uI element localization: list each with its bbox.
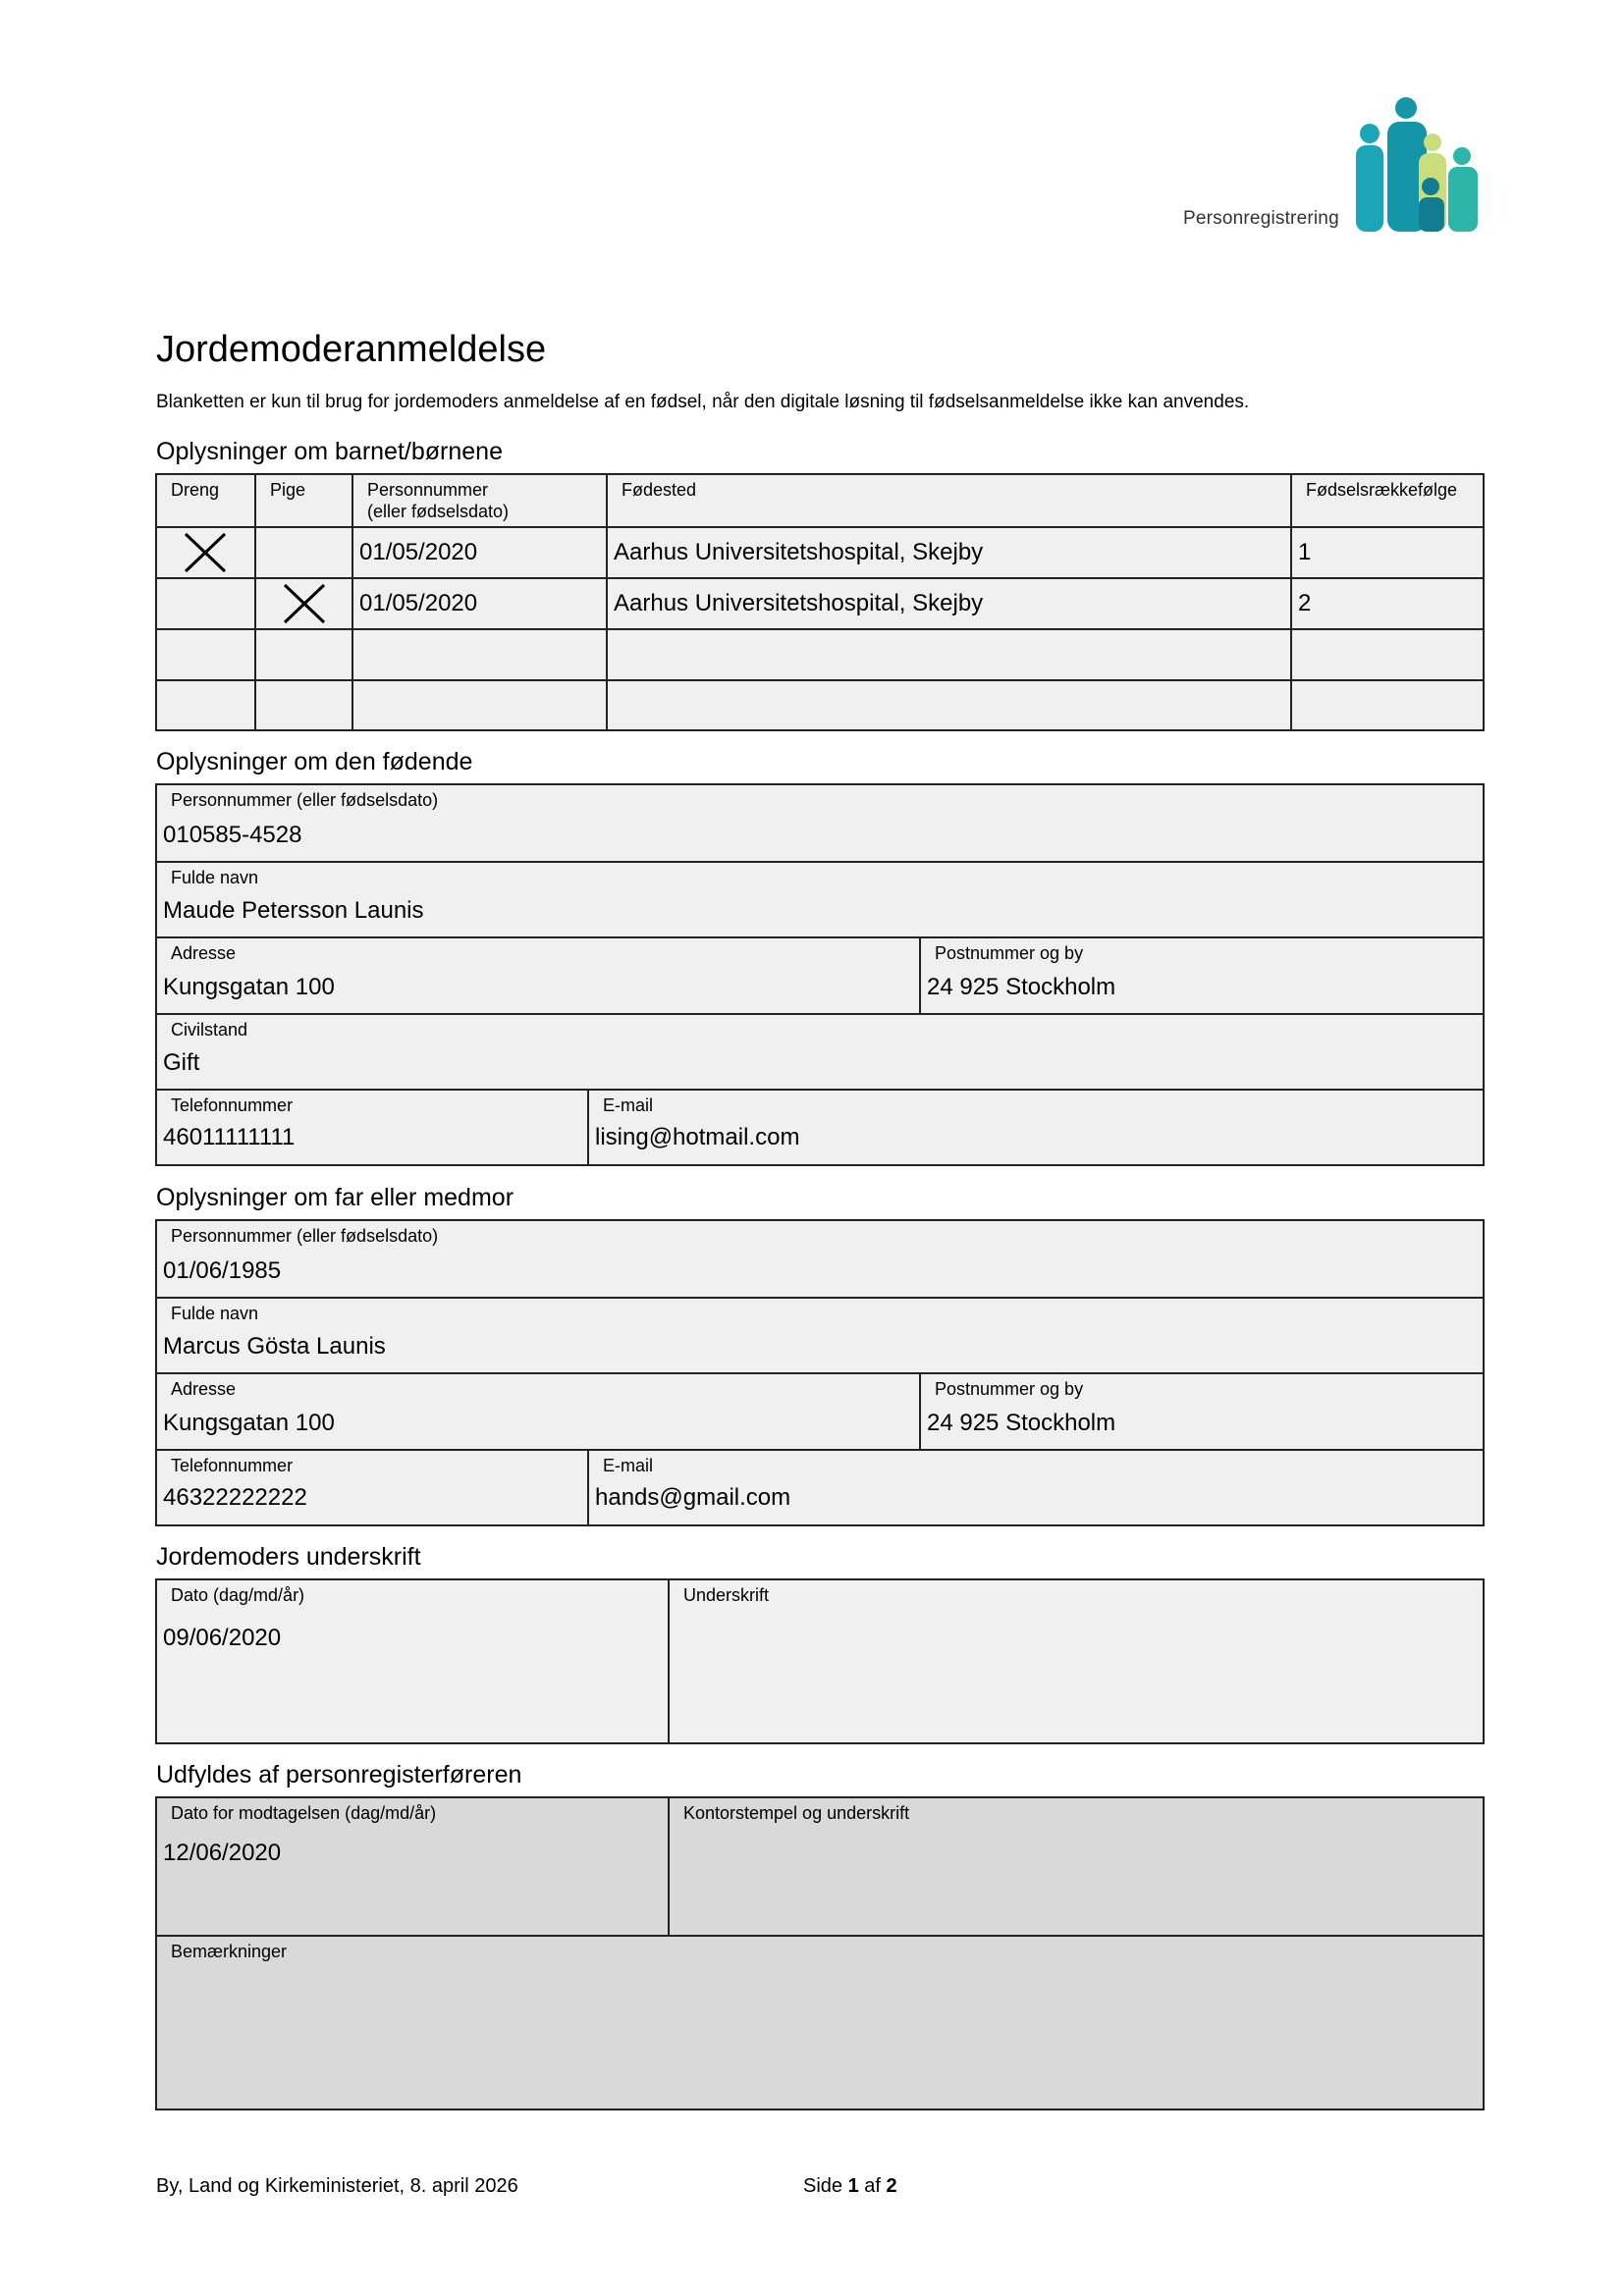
registrar-stamp-field[interactable]: Kontorstempel og underskrift <box>668 1798 1483 1935</box>
child-order-value: 2 <box>1298 590 1312 616</box>
child-row-4-boy-cell[interactable] <box>157 679 254 730</box>
child-row-1-boy-cell[interactable] <box>157 526 254 577</box>
child-row-2-birthplace-cell[interactable] <box>606 577 1290 628</box>
header-birthplace: Fødested <box>606 475 1290 526</box>
father-cpr-field[interactable]: Personnummer (eller fødselsdato) 01/06/1985 <box>163 1226 439 1284</box>
father-cpr-value: 01/06/1985 <box>163 1257 282 1284</box>
header-girl: Pige <box>254 475 352 526</box>
child-row-4-birthplace-cell[interactable] <box>606 679 1290 730</box>
mother-cpr-field[interactable]: Personnummer (eller fødselsdato) 010585-4528 <box>163 790 439 848</box>
x-mark-icon <box>183 531 228 574</box>
child-birthplace-value: Aarhus Universitetshospital, Skejby <box>614 590 984 616</box>
father-heading: Oplysninger om far eller medmor <box>156 1184 514 1211</box>
logo-text: Personregistrering <box>1183 208 1339 229</box>
header-boy: Dreng <box>171 480 220 500</box>
mother-name-value: Maude Petersson Launis <box>163 897 424 924</box>
family-logo-icon <box>1352 96 1482 234</box>
child-row-4-order-cell[interactable] <box>1290 679 1483 730</box>
form-intro: Blanketten er kun til brug for jordemoders anmeldelse af en fødsel, når den digitale løsning til fødselsanmeldelse ikke kan anvendes. <box>156 392 1250 412</box>
father-phone-field[interactable]: Telefonnummer 46322222222 <box>157 1449 587 1524</box>
mother-civil-value: Gift <box>163 1049 200 1076</box>
mother-postal-field[interactable]: Postnummer og by 24 925 Stockholm <box>919 936 1483 1013</box>
child-row-1-birthplace-cell[interactable] <box>606 526 1290 577</box>
father-address-field[interactable]: Adresse Kungsgatan 100 <box>157 1372 919 1449</box>
mother-civil-field[interactable]: Civilstand Gift <box>157 1013 1483 1089</box>
midwife-form <box>155 1578 1485 1744</box>
x-mark-icon <box>282 582 327 625</box>
registrar-form <box>155 1796 1485 2110</box>
midwife-date-value: 09/06/2020 <box>163 1625 282 1651</box>
footer-ministry: By, Land og Kirkeministeriet, 8. april 2026 <box>156 2175 518 2197</box>
child-row-3-order-cell[interactable] <box>1290 628 1483 679</box>
header-order: Fødselsrækkefølge <box>1290 475 1483 526</box>
mother-postal-value: 24 925 Stockholm <box>927 974 1116 1000</box>
father-email-field[interactable]: E-mail hands@gmail.com <box>587 1449 1483 1524</box>
father-name-value: Marcus Gösta Launis <box>163 1333 386 1360</box>
midwife-signature-field[interactable]: Underskrift <box>668 1580 1483 1742</box>
child-row-2-cpr-cell[interactable] <box>352 577 606 628</box>
child-row-3-birthplace-cell[interactable] <box>606 628 1290 679</box>
child-cpr-value: 01/05/2020 <box>359 590 478 616</box>
child-row-2-girl-cell[interactable] <box>254 577 352 628</box>
father-email-value: hands@gmail.com <box>595 1484 791 1511</box>
father-postal-field[interactable]: Postnummer og by 24 925 Stockholm <box>919 1372 1483 1449</box>
mother-email-value: lising@hotmail.com <box>595 1124 800 1150</box>
header-cpr: Personnummer (eller fødselsdato) <box>352 475 606 526</box>
child-row-3-girl-cell[interactable] <box>254 628 352 679</box>
child-row-1-cpr-cell[interactable] <box>352 526 606 577</box>
registrar-remarks-field[interactable]: Bemærkninger <box>157 1935 1483 2109</box>
registrar-date-value: 12/06/2020 <box>163 1840 282 1866</box>
footer-page-number: Side 1 af 2 <box>803 2175 897 2197</box>
child-row-4-cpr-cell[interactable] <box>352 679 606 730</box>
mother-phone-field[interactable]: Telefonnummer 46011111111 <box>157 1089 587 1164</box>
registrar-date-field[interactable]: Dato for modtagelsen (dag/md/år) 12/06/2020 <box>163 1803 437 1866</box>
father-address-value: Kungsgatan 100 <box>163 1410 335 1436</box>
children-table <box>155 473 1485 731</box>
mother-email-field[interactable]: E-mail lising@hotmail.com <box>587 1089 1483 1164</box>
child-row-2-boy-cell[interactable] <box>157 577 254 628</box>
form-title: Jordemoderanmeldelse <box>156 329 547 370</box>
mother-address-field[interactable]: Adresse Kungsgatan 100 <box>157 936 919 1013</box>
children-heading: Oplysninger om barnet/børnene <box>156 438 503 465</box>
mother-cpr-value: 010585-4528 <box>163 822 302 848</box>
child-row-2-order-cell[interactable] <box>1290 577 1483 628</box>
mother-name-field[interactable]: Fulde navn Maude Petersson Launis <box>157 861 1483 936</box>
child-row-1-girl-cell[interactable] <box>254 526 352 577</box>
mother-address-value: Kungsgatan 100 <box>163 974 335 1000</box>
mother-phone-value: 46011111111 <box>163 1124 296 1150</box>
mother-form <box>155 783 1485 1166</box>
child-row-3-boy-cell[interactable] <box>157 628 254 679</box>
logo <box>1183 96 1488 236</box>
child-birthplace-value: Aarhus Universitetshospital, Skejby <box>614 539 984 565</box>
father-postal-value: 24 925 Stockholm <box>927 1410 1116 1436</box>
child-row-1-order-cell[interactable] <box>1290 526 1483 577</box>
father-name-field[interactable]: Fulde navn Marcus Gösta Launis <box>157 1297 1483 1372</box>
father-phone-value: 46322222222 <box>163 1484 307 1511</box>
midwife-date-field[interactable]: Dato (dag/md/år) 09/06/2020 <box>163 1585 305 1651</box>
child-cpr-value: 01/05/2020 <box>359 539 478 565</box>
child-order-value: 1 <box>1298 539 1312 565</box>
child-row-4-girl-cell[interactable] <box>254 679 352 730</box>
mother-heading: Oplysninger om den fødende <box>156 748 473 775</box>
child-row-3-cpr-cell[interactable] <box>352 628 606 679</box>
father-form <box>155 1219 1485 1526</box>
midwife-heading: Jordemoders underskrift <box>156 1543 421 1571</box>
registrar-heading: Udfyldes af personregisterføreren <box>156 1761 522 1789</box>
